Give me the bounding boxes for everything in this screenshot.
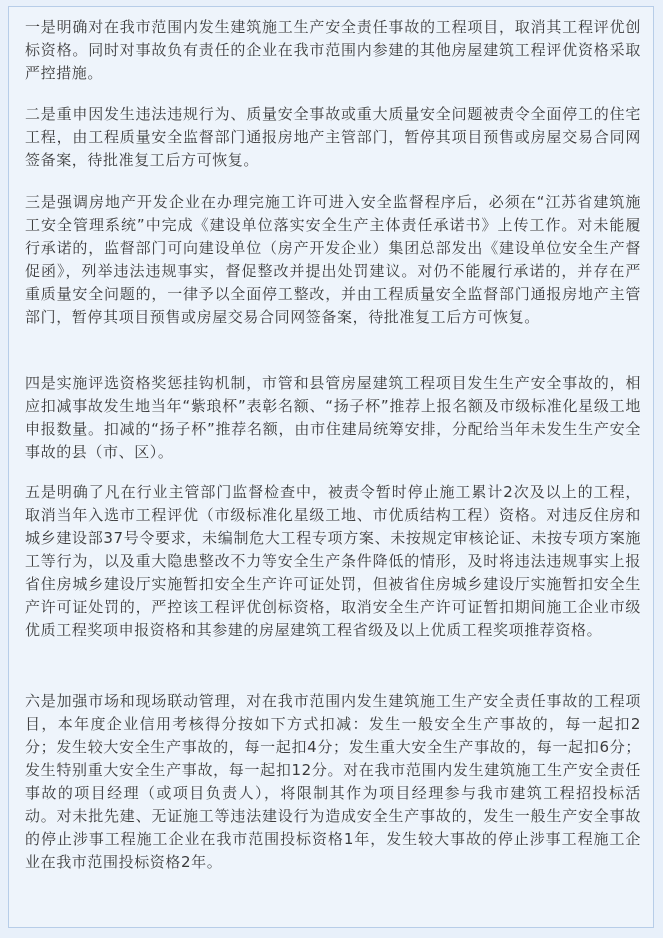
paragraph-5: 五是明确了凡在行业主管部门监督检查中，被责令暂时停止施工累计2次及以上的工程，取消当年入选市工程评优（市级标准化星级工地、市优质结构工程）资格。对违反住房和城乡建设部37号令要求，未编制危大工程专项方案、未按规定审核论证、未按专项方案施工等行为，以及重大隐患整改不力等安全生产条件降低的情形，及时将违法违规事实上报省住房城乡建设厅实施暂扣安全生产许可证处罚，但被省住房城乡建设厅实施暂扣安全生产许可证处罚的，严控该工程评优创标资格，取消安全生产许可证暂扣期间施工企业市级优质工程奖项申报资格和其参建的房屋建筑工程省级及以上优质工程奖项推荐资格。 [25, 483, 641, 639]
paragraph-1: 一是明确对在我市范围内发生建筑施工生产安全责任事故的工程项目，取消其工程评优创标资格。同时对事故负有责任的企业在我市范围内参建的其他房屋建筑工程评优资格采取严控措施。 [25, 18, 641, 82]
paragraph-4: 四是实施评选资格奖惩挂钩机制，市管和县管房屋建筑工程项目发生生产安全事故的，相应扣减事故发生地当年“紫琅杯”表彰名额、“扬子杯”推荐上报名额及市级标准化星级工地申报数量。扣减的“扬子杯”推荐名额，由市住建局统筹安排，分配给当年未发生生产安全事故的县（市、区）。 [25, 374, 641, 461]
paragraph-2: 二是重申因发生违法违规行为、质量安全事故或重大质量安全问题被责令全面停工的住宅工程，由工程质量安全监督部门通报房地产主管部门，暂停其项目预售或房屋交易合同网签备案，待批准复工后方可恢复。 [25, 105, 641, 169]
article-frame [8, 6, 654, 928]
paragraph-3: 三是强调房地产开发企业在办理完施工许可进入安全监督程序后，必须在“江苏省建筑施工安全管理系统”中完成《建设单位落实安全生产主体责任承诺书》上传工作。对未能履行承诺的，监督部门可向建设单位（房产开发企业）集团总部发出《建设单位安全生产督促函》，列举违法违规事实，督促整改并提出处罚建议。对仍不能履行承诺的，并存在严重质量安全问题的，一律予以全面停工整改，并由工程质量安全监督部门通报房地产主管部门，暂停其项目预售或房屋交易合同网签备案，待批准复工后方可恢复。 [25, 193, 641, 326]
paragraph-6: 六是加强市场和现场联动管理，对在我市范围内发生建筑施工生产安全责任事故的工程项目，本年度企业信用考核得分按如下方式扣减：发生一般安全生产事故的，每一起扣2分；发生较大安全生产事故的，每一起扣4分；发生重大安全生产事故的，每一起扣6分；发生特别重大安全生产事故，每一起扣12分。对在我市范围内发生建筑施工生产安全责任事故的项目经理（或项目负责人），将限制其作为项目经理参与我市建筑工程招投标活动。对未批先建、无证施工等违法建设行为造成安全生产事故的，发生一般生产安全事故的停止涉事工程施工企业在我市范围投标资格1年，发生较大事故的停止涉事工程施工企业在我市范围投标资格2年。 [25, 692, 641, 871]
